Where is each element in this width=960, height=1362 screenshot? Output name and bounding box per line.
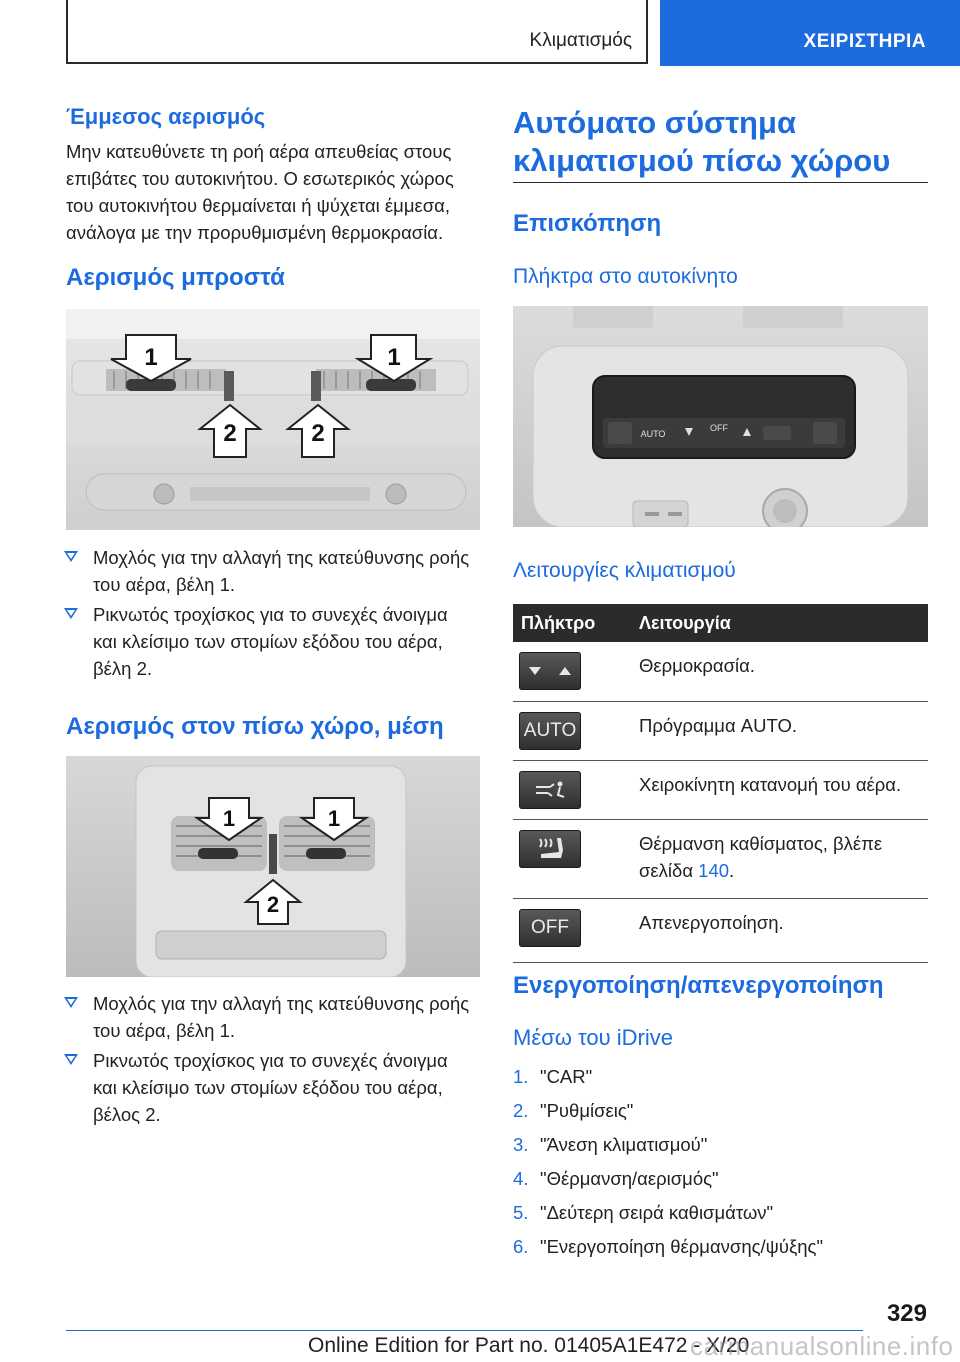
panel-auto-label: AUTO <box>640 429 666 439</box>
list-item <box>513 1060 823 1094</box>
list-item <box>513 1162 823 1196</box>
front-bullet-1 <box>93 544 473 598</box>
functions-table <box>513 604 928 963</box>
col-header-function: Λειτουργία <box>631 604 928 642</box>
off-key-icon <box>519 909 581 947</box>
list-item <box>513 1094 823 1128</box>
overview-heading: Επισκόπηση <box>513 210 662 237</box>
rear-arrow-label-1b: 1 <box>327 806 341 831</box>
panel-off-label: OFF <box>710 423 728 433</box>
rear-bullet-2 <box>93 1047 473 1128</box>
front-arrow-label-2a: 2 <box>223 420 237 447</box>
temperature-arrows-icon <box>519 652 581 690</box>
rear-arrow-label-1a: 1 <box>222 806 236 831</box>
rear-ventilation-heading: Αερισμός στον πίσω χώρο, μέση <box>66 713 444 740</box>
rear-bullet-1 <box>93 990 473 1044</box>
main-title <box>513 104 890 180</box>
front-arrow-label-2b: 2 <box>311 420 325 447</box>
page-link[interactable]: 140 <box>698 859 730 881</box>
front-bullet-2 <box>93 601 473 682</box>
main-title-line-2: κλιματισμού πίσω χώρου <box>513 143 891 178</box>
step-text: "Θέρμανση/αερισμός" <box>540 1168 719 1189</box>
function-text <box>631 819 928 898</box>
idrive-heading: Μέσω του iDrive <box>513 1025 673 1050</box>
step-text: "Άνεση κλιματισμού" <box>540 1134 708 1155</box>
seat-heating-icon <box>519 830 581 868</box>
bullet-triangle-icon <box>64 551 78 562</box>
table-row <box>513 642 928 701</box>
auto-key-icon <box>519 712 581 750</box>
function-text: Πρόγραμμα AUTO. <box>631 701 928 760</box>
table-row <box>513 898 928 962</box>
function-text-seat: Θέρμανση καθίσματος, βλέπε σελίδα <box>639 832 883 881</box>
header-section-title: Κλιματισμός <box>529 30 632 51</box>
col-header-key: Πλήκτρο <box>513 604 631 642</box>
air-distribution-icon <box>519 771 581 809</box>
step-number: 2. <box>513 1100 529 1121</box>
step-text: "Ρυθμίσεις" <box>540 1100 634 1121</box>
bullet-triangle-icon <box>64 608 78 619</box>
header-section-box <box>66 0 648 64</box>
list-item <box>513 1230 823 1264</box>
idrive-steps-list <box>513 1060 823 1264</box>
rear-bullet-2-text: Ρικνωτός τροχίσκος για το συνεχές άνοιγμα και κλείσιμο των στομίων εξόδου του αέρα, βέλος 2. <box>93 1050 448 1125</box>
off-key-label: OFF <box>531 917 569 938</box>
activation-heading: Ενεργοποίηση/απενεργοποίηση <box>513 972 884 999</box>
step-number: 1. <box>513 1066 529 1087</box>
front-ventilation-heading: Αερισμός μπροστά <box>66 264 285 291</box>
header-chapter-box <box>660 0 960 66</box>
front-bullet-2-text: Ρικνωτός τροχίσκος για το συνεχές άνοιγμα και κλείσιμο των στομίων εξόδου του αέρα, βέλη 2. <box>93 604 448 679</box>
step-number: 6. <box>513 1236 529 1257</box>
indirect-ventilation-text: Μην κατευθύνετε τη ροή αέρα απευθείας στους επιβάτες του αυτοκινήτου. Ο εσωτερικός χώρος του αυτοκινήτου θερμαίνεται ή ψύχεται έμμεσα, ανάλογα με την προρυθμισμένη θερμοκρασία. <box>66 141 454 243</box>
header-chapter-title: ΧΕΙΡΙΣΤΗΡΙΑ <box>803 31 926 52</box>
bullet-triangle-icon <box>64 997 78 1008</box>
step-text: "Δεύτερη σειρά καθισμάτων" <box>540 1202 774 1223</box>
rear-arrow-label-2: 2 <box>266 892 280 917</box>
step-text: "CAR" <box>540 1066 593 1087</box>
front-arrow-label-1b: 1 <box>387 344 401 371</box>
main-title-line-1: Αυτόματο σύστημα <box>513 105 796 140</box>
rear-bullet-1-text: Μοχλός για την αλλαγή της κατεύθυνσης ροής του αέρα, βέλη 1. <box>93 993 470 1041</box>
front-bullet-1-text: Μοχλός για την αλλαγή της κατεύθυνσης ροής του αέρα, βέλη 1. <box>93 547 470 595</box>
auto-key-label: AUTO <box>523 720 577 741</box>
function-text: Χειροκίνητη κατανομή του αέρα. <box>631 760 928 819</box>
footer-edition: Online Edition for Part no. 01405A1E472 - X/20 <box>308 1334 750 1357</box>
list-item <box>513 1128 823 1162</box>
keys-heading: Πλήκτρα στο αυτοκίνητο <box>513 265 738 288</box>
function-text: Θερμοκρασία. <box>631 642 928 701</box>
rear-panel-photo <box>513 306 928 527</box>
page-number: 329 <box>886 1300 927 1327</box>
step-text: "Ενεργοποίηση θέρμανσης/ψύξης" <box>540 1236 824 1257</box>
bullet-triangle-icon <box>64 1054 78 1065</box>
functions-heading: Λειτουργίες κλιματισμού <box>513 559 736 582</box>
table-row <box>513 819 928 898</box>
rear-vents-photo <box>66 756 480 977</box>
table-row <box>513 701 928 760</box>
table-row <box>513 760 928 819</box>
step-number: 5. <box>513 1202 529 1223</box>
list-item <box>513 1196 823 1230</box>
front-arrow-label-1a: 1 <box>144 344 158 371</box>
front-vents-photo <box>66 309 480 530</box>
title-rule <box>513 182 928 183</box>
indirect-ventilation-heading: Έμμεσος αερισμός <box>66 104 266 129</box>
step-number: 4. <box>513 1168 529 1189</box>
step-number: 3. <box>513 1134 529 1155</box>
watermark: carmanualsonline.info <box>690 1331 954 1361</box>
function-text: Απενεργοποίηση. <box>631 898 928 962</box>
function-text-end: . <box>729 859 735 881</box>
